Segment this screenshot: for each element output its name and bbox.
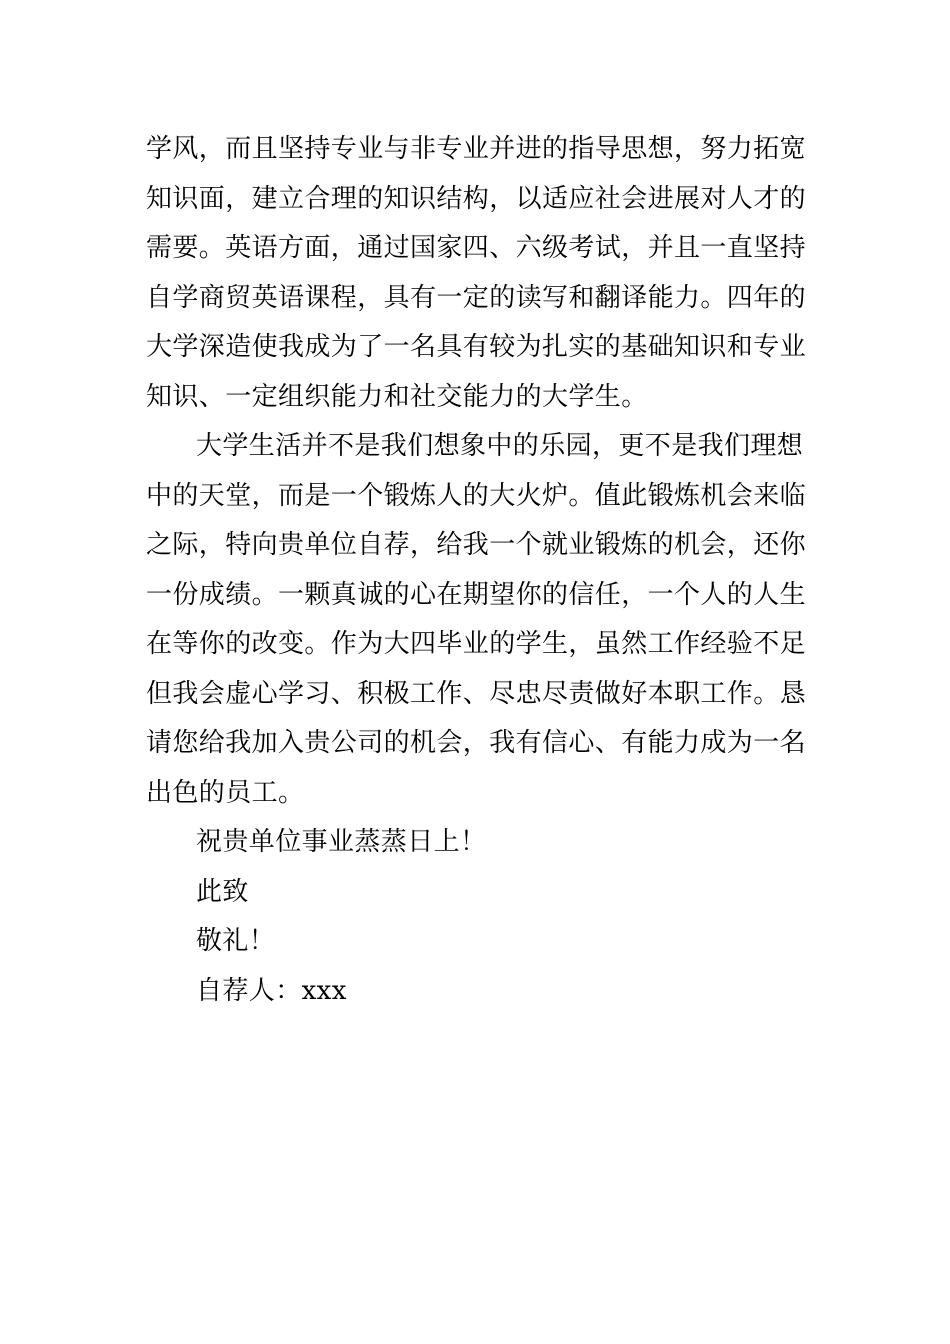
paragraph-line: 在等你的改变。作为大四毕业的学生，虽然工作经验不足: [146, 629, 807, 659]
paragraph-2: [146, 422, 806, 818]
paragraph-line: 知识面，建立合理的知识结构，以适应社会进展对人才的: [146, 183, 807, 214]
paragraph-line: 知识、一定组织能力和社交能力的大学生。: [146, 381, 648, 412]
paragraph-line: 自学商贸英语课程，具有一定的读写和翻译能力。四年的: [146, 282, 807, 313]
closing-block: [146, 818, 806, 1016]
paragraph-line: 学风，而且坚持专业与非专业并进的指导思想，努力拓宽: [146, 134, 807, 164]
paragraph-line: 需要。英语方面，通过国家四、六级考试，并且一直坚持: [146, 233, 807, 263]
paragraph-line: 中的天堂，而是一个锻炼人的大火炉。值此锻炼机会来临: [146, 480, 807, 511]
paragraph-line: 大学深造使我成为了一名具有较为扎实的基础知识和专业: [146, 332, 807, 362]
closing-wish: 祝贵单位事业蒸蒸日上！: [196, 827, 487, 857]
paragraph-line: 大学生活并不是我们想象中的乐园，更不是我们理想: [196, 431, 804, 461]
paragraph-line: 之际，特向贵单位自荐，给我一个就业锻炼的机会，还你: [146, 530, 807, 560]
closing-regards: 敬礼！: [196, 926, 276, 956]
paragraph-line: 一份成绩。一颗真诚的心在期望你的信任，一个人的人生: [146, 579, 807, 610]
paragraph-line: 请您给我加入贵公司的机会，我有信心、有能力成为一名: [146, 728, 807, 758]
paragraph-line: 出色的员工。: [146, 777, 305, 808]
paragraph-1: [146, 125, 806, 422]
signature: 自荐人：xxx: [196, 975, 347, 1006]
letter-body: [146, 125, 806, 1016]
paragraph-line: 但我会虚心学习、积极工作、尽忠尽责做好本职工作。恳: [146, 678, 807, 709]
closing-salutation: 此致: [196, 876, 249, 907]
